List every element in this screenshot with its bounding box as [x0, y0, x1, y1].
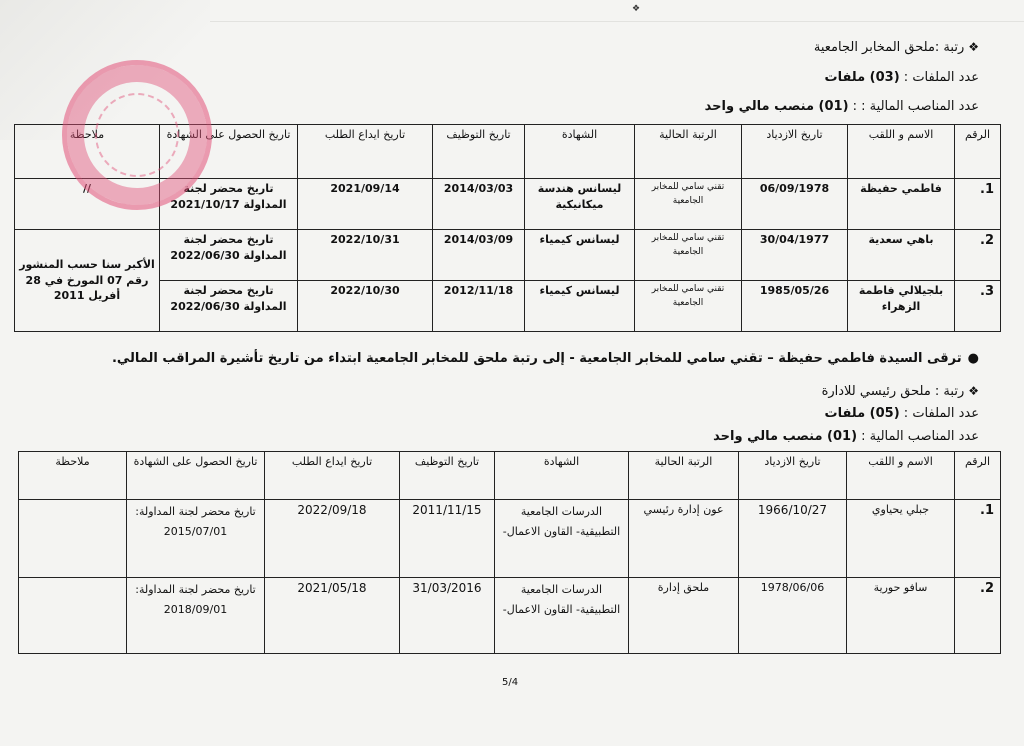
table1-header-cert: تاريخ الحصول على الشهادة: [160, 125, 298, 179]
row-degree: ليسانس كيمياء: [525, 281, 635, 332]
row-rank: تقني سامي للمخابر الجامعية: [635, 179, 742, 230]
row-rank: عون إدارة رئيسي: [629, 500, 739, 578]
table-row: [19, 578, 1001, 654]
row-request: 2022/10/30: [298, 281, 433, 332]
bullet-icon: ●: [967, 351, 979, 366]
row-name: باهي سعدية: [848, 230, 955, 281]
row-cert: تاريخ محضر لجنة المداولة: 2018/09/01: [127, 578, 265, 654]
row-note: //: [15, 179, 160, 230]
row-degree: ليسانس هندسة ميكانيكية: [525, 179, 635, 230]
table1-header-rank: الرتبة الحالية: [635, 125, 742, 179]
row-birth: 1985/05/26: [742, 281, 848, 332]
table2-header-row: [19, 452, 1001, 500]
section2-rank-line: ❖رتبة : ملحق رئيسي للادارة: [821, 384, 979, 399]
folded-corner: [0, 0, 210, 140]
table2-header-degree: الشهادة: [495, 452, 629, 500]
row-number: 3.: [955, 281, 1001, 332]
section1-files-line: عدد الملفات : (03) ملفات: [824, 70, 979, 85]
table1-header-birth: تاريخ الازدياد: [742, 125, 848, 179]
row-cert: تاريخ محضر لجنة المداولة 2021/10/17: [160, 179, 298, 230]
row-birth: 06/09/1978: [742, 179, 848, 230]
row-degree: الدرسات الجامعية التطبيقية- القاون الاعمال-: [495, 500, 629, 578]
table-row: [15, 230, 1001, 281]
row-request: 2021/09/14: [298, 179, 433, 230]
section1-posts-line: عدد المناصب المالية : : (01) منصب مالي واحد: [704, 99, 979, 114]
row-number: 2.: [955, 578, 1001, 654]
promotion-line: ●ترقى السيدة فاطمي حفيظة – تقني سامي للمخابر الجامعية - إلى رتبة ملحق للمخابر الجامعية ابتداء من تاريخ تأشيرة المراقب المالي.: [111, 351, 979, 366]
row-name: فاطمي حفيظة: [848, 179, 955, 230]
row-request: 2022/10/31: [298, 230, 433, 281]
row-request: 2022/09/18: [265, 500, 400, 578]
table2-header-birth: تاريخ الازدياد: [739, 452, 847, 500]
row-birth: 1978/06/06: [739, 578, 847, 654]
candidates-table-1: [14, 124, 1001, 332]
table1-header-name: الاسم و اللقب: [848, 125, 955, 179]
row-hire: 2014/03/03: [433, 179, 525, 230]
section2-posts-line: عدد المناصب المالية : (01) منصب مالي واحد: [713, 429, 979, 444]
row-name: بلجيلالي فاطمة الزهراء: [848, 281, 955, 332]
row-number: 2.: [955, 230, 1001, 281]
table2-header-rank: الرتبة الحالية: [629, 452, 739, 500]
row-note: الأكبر سنا حسب المنشور رقم 07 المورخ في 28 أفريل 2011: [15, 230, 160, 332]
table1-header-note: ملاحظة: [15, 125, 160, 179]
table2-header-hire: تاريخ التوظيف: [400, 452, 495, 500]
row-hire: 31/03/2016: [400, 578, 495, 654]
table-row: [15, 179, 1001, 230]
table2-header-note: ملاحظة: [19, 452, 127, 500]
table1-header-num: الرقم: [955, 125, 1001, 179]
table1-header-row: [15, 125, 1001, 179]
table1-header-degree: الشهادة: [525, 125, 635, 179]
diamond-bullet-icon: ❖: [968, 384, 979, 398]
corner-mark: ❖: [632, 4, 641, 14]
table1-header-hire: تاريخ التوظيف: [433, 125, 525, 179]
table1-header-request: تاريخ ايداع الطلب: [298, 125, 433, 179]
row-cert: تاريخ محضر لجنة المداولة 2022/06/30: [160, 281, 298, 332]
row-birth: 1966/10/27: [739, 500, 847, 578]
section2-files-line: عدد الملفات : (05) ملفات: [824, 406, 979, 421]
section1-rank-line: ❖رتبة :ملحق المخابر الجامعية: [813, 40, 979, 55]
page-number: 5/4: [502, 677, 519, 688]
table2-header-request: تاريخ ايداع الطلب: [265, 452, 400, 500]
table2-header-num: الرقم: [955, 452, 1001, 500]
row-request: 2021/05/18: [265, 578, 400, 654]
row-rank: تقني سامي للمخابر الجامعية: [635, 281, 742, 332]
row-hire: 2011/11/15: [400, 500, 495, 578]
row-note: [19, 500, 127, 578]
row-name: جبلي يحياوي: [847, 500, 955, 578]
row-cert: تاريخ محضر لجنة المداولة 2022/06/30: [160, 230, 298, 281]
table-row: [15, 281, 1001, 332]
row-rank: ملحق إدارة: [629, 578, 739, 654]
table2-header-name: الاسم و اللقب: [847, 452, 955, 500]
table2-header-cert: تاريخ الحصول على الشهادة: [127, 452, 265, 500]
row-birth: 30/04/1977: [742, 230, 848, 281]
candidates-table-2: [18, 451, 1001, 654]
row-cert: تاريخ محضر لجنة المداولة: 2015/07/01: [127, 500, 265, 578]
row-hire: 2012/11/18: [433, 281, 525, 332]
row-name: سافو حورية: [847, 578, 955, 654]
row-rank: تقني سامي للمخابر الجامعية: [635, 230, 742, 281]
table-row: [19, 500, 1001, 578]
row-number: 1.: [955, 500, 1001, 578]
row-note: [19, 578, 127, 654]
row-hire: 2014/03/09: [433, 230, 525, 281]
diamond-bullet-icon: ❖: [968, 40, 979, 54]
row-degree: الدرسات الجامعية التطبيقية- القاون الاعمال-: [495, 578, 629, 654]
row-degree: ليسانس كيمياء: [525, 230, 635, 281]
row-number: 1.: [955, 179, 1001, 230]
